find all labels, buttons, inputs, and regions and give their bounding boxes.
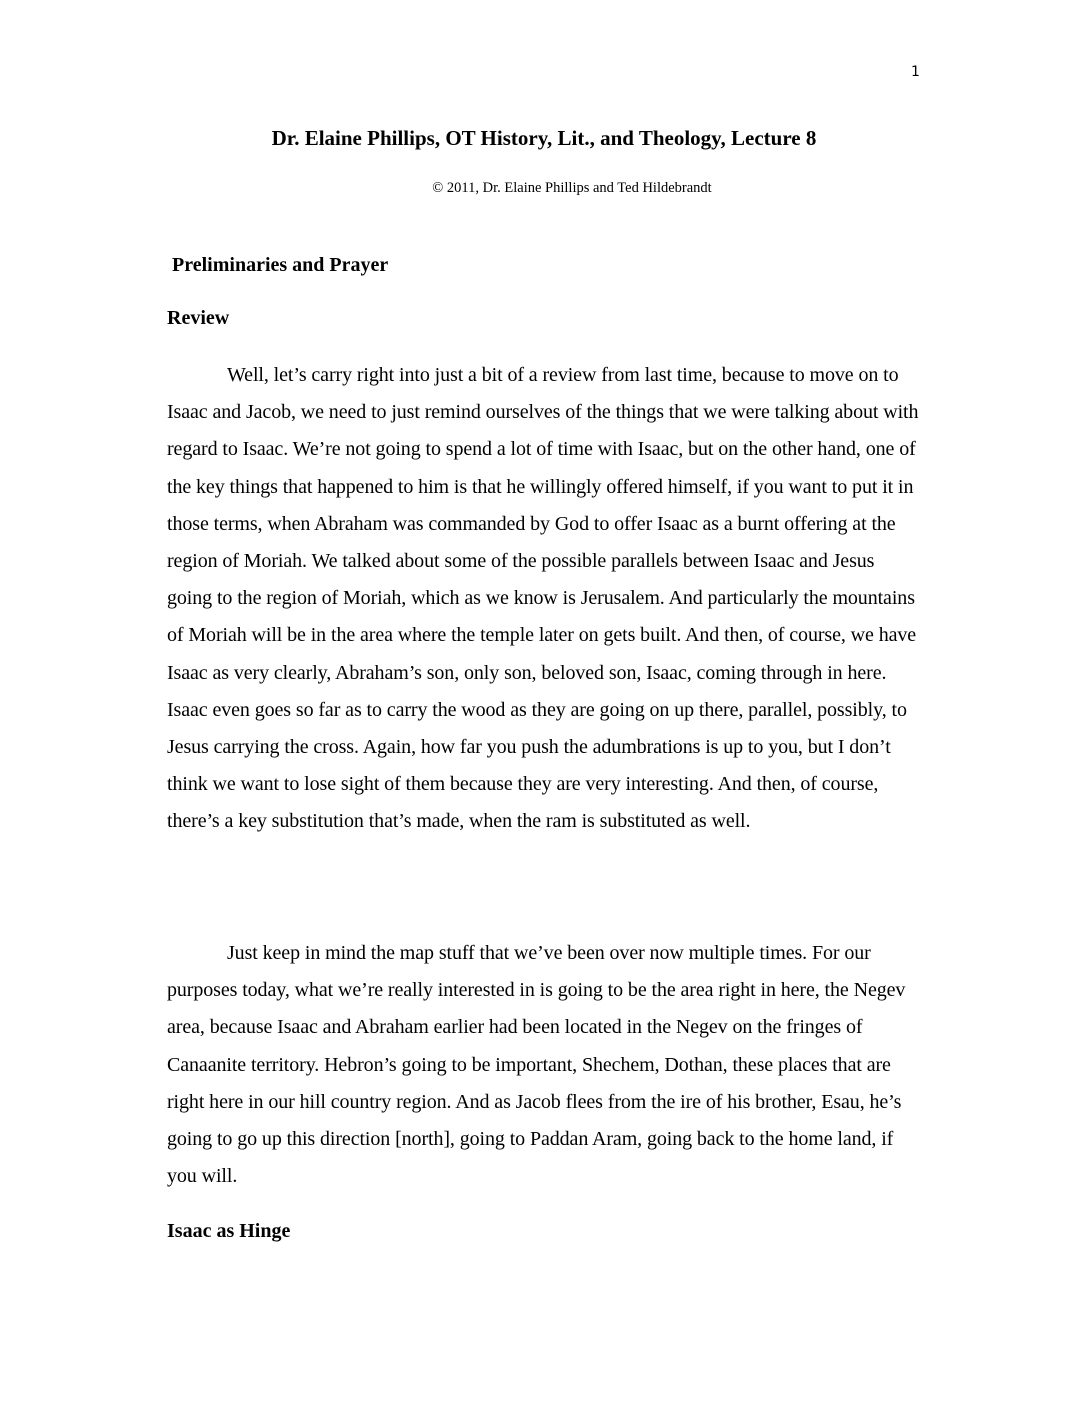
section-heading-isaac-as-hinge: Isaac as Hinge (167, 1220, 291, 1242)
copyright-notice: © 2011, Dr. Elaine Phillips and Ted Hildebrandt (432, 180, 712, 196)
section-heading-preliminaries: Preliminaries and Prayer (172, 254, 389, 276)
section-heading-review: Review (167, 307, 230, 329)
review-paragraph-1: Well, let’s carry right into just a bit of a review from last time, because to move on to Isaac and Jacob, we need to just remind ourselves of the things that we were talking about with regard to Isaac. We’re not going to spend a lot of time with Isaac, but on the other hand, one of the key things that happened to him is that he willingly offered himself, if you want to put it in those terms, when Abraham was commanded by God to offer Isaac as a burnt offering at the region of Moriah. We talked about some of the possible parallels between Isaac and Jesus going to the region of Moriah, which as we know is Jerusalem. And particularly the mountains of Moriah will be in the area where the temple later on gets built. And then, of course, we have Isaac as very clearly, Abraham’s son, only son, beloved son, Isaac, coming through in here. Isaac even goes so far as to carry the wood as they are going on up there, parallel, possibly, to Jesus carrying the cross. Again, how far you push the adumbrations is up to you, but I don’t think we want to lose sight of them because they are very interesting. And then, of course, there’s a key substitution that’s made, when the ram is substituted as well. (167, 364, 919, 833)
page-number: 1 (911, 64, 920, 80)
lecture-title: Dr. Elaine Phillips, OT History, Lit., and Theology, Lecture 8 (271, 126, 817, 150)
review-paragraph-2: Just keep in mind the map stuff that we’ve been over now multiple times. For our purposes today, what we’re really interested in is going to be the area right in here, the Negev area, because Isaac and Abraham earlier had been located in the Negev on the fringes of Canaanite territory. Hebron’s going to be important, Shechem, Dothan, these places that are right here in our hill country region. And as Jacob flees from the ire of his brother, Esau, he’s going to go up this direction [north], going to Paddan Aram, going back to the home land, if you will. (167, 942, 906, 1188)
